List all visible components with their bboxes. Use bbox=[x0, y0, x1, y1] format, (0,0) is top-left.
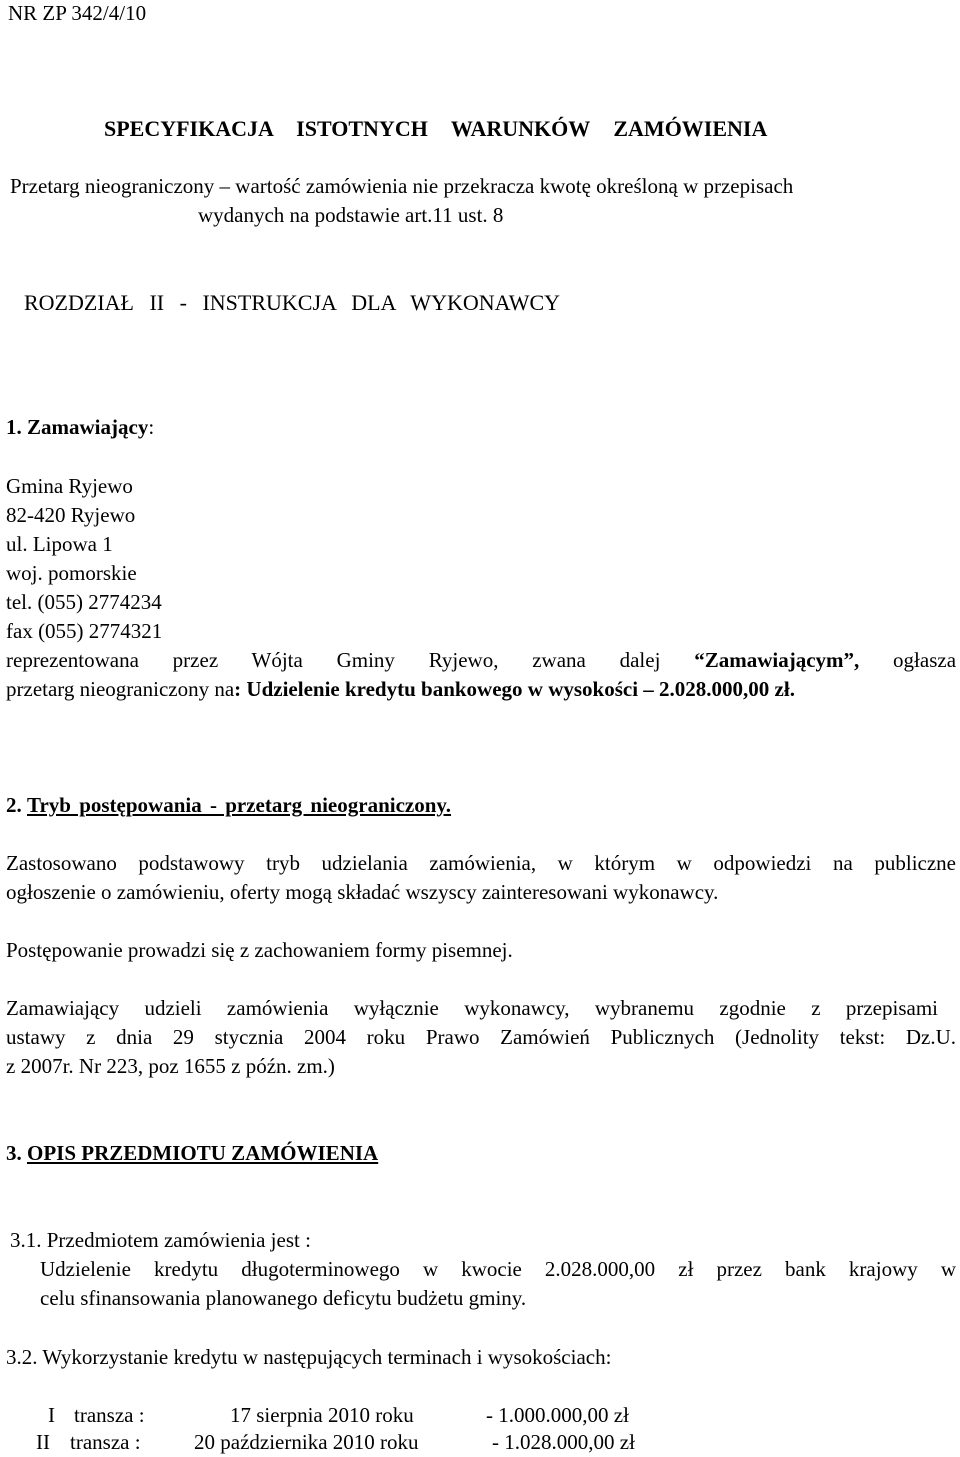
tranche-date: 17 sierpnia 2010 roku bbox=[230, 1403, 414, 1427]
subsection-3-1-line-1: Udzielenie kredytu długoterminowego w kwocie 2.028.000,00 zł przez bank krajowy w bbox=[40, 1257, 956, 1281]
procedure-para-3-line-2: ustawy z dnia 29 stycznia 2004 roku Prawo Zamówień Publicznych (Jednolity tekst: Dz.U. bbox=[6, 1025, 956, 1049]
tender-prefix: przetarg nieograniczony na bbox=[6, 677, 235, 701]
section-1-title: 1. Zamawiający bbox=[6, 415, 149, 439]
section-3-number: 3. bbox=[6, 1141, 22, 1165]
chapter-heading: ROZDZIAŁ II - INSTRUKCJA DLA WYKONAWCY bbox=[24, 290, 561, 315]
tranche-amount: - 1.000.000,00 zł bbox=[486, 1403, 629, 1427]
document-number: NR ZP 342/4/10 bbox=[8, 1, 147, 25]
procedure-para-3-line-1: Zamawiający udzieli zamówienia wyłącznie wykonawcy, wybranemu zgodnie z przepisami bbox=[6, 996, 938, 1020]
address-line-2: 82-420 Ryjewo bbox=[6, 503, 136, 527]
tender-subject: : Udzielenie kredytu bankowego w wysokości – 2.028.000,00 zł. bbox=[234, 677, 795, 701]
address-line-1: Gmina Ryjewo bbox=[6, 474, 133, 498]
procedure-para-1-line-2: ogłoszenie o zamówieniu, oferty mogą składać wszyscy zainteresowani wykonawcy. bbox=[6, 880, 719, 904]
tranche-amount: - 1.028.000,00 zł bbox=[492, 1430, 635, 1454]
tender-announcement bbox=[6, 675, 795, 704]
contracting-party-term: “Zamawiającym”, bbox=[694, 648, 860, 672]
tranche-number: I bbox=[48, 1403, 55, 1427]
address-line-5: tel. (055) 2774234 bbox=[6, 590, 162, 614]
representation-line bbox=[6, 646, 956, 675]
subtitle-line-2: wydanych na podstawie art.11 ust. 8 bbox=[198, 203, 504, 227]
address-line-4: woj. pomorskie bbox=[6, 561, 137, 585]
section-1-heading bbox=[6, 413, 154, 442]
section-3-title: OPIS PRZEDMIOTU ZAMÓWIENIA bbox=[27, 1141, 379, 1165]
representation-text: reprezentowana przez Wójta Gminy Ryjewo, zwana dalej bbox=[6, 648, 661, 672]
procedure-para-2: Postępowanie prowadzi się z zachowaniem formy pisemnej. bbox=[6, 938, 513, 962]
tranche-date: 20 października 2010 roku bbox=[194, 1430, 419, 1454]
subsection-3-1-label: 3.1. Przedmiotem zamówienia jest : bbox=[10, 1228, 311, 1252]
tranche-label: transza : bbox=[74, 1403, 145, 1427]
section-2-heading bbox=[6, 791, 451, 820]
subtitle-line-1: Przetarg nieograniczony – wartość zamówienia nie przekracza kwotę określoną w przepisach bbox=[10, 174, 794, 198]
section-3-heading bbox=[6, 1139, 378, 1168]
subsection-3-1-line-2: celu sfinansowania planowanego deficytu budżetu gminy. bbox=[40, 1286, 527, 1310]
document-title: SPECYFIKACJA ISTOTNYCH WARUNKÓW ZAMÓWIENIA bbox=[104, 116, 768, 141]
section-1-colon: : bbox=[148, 415, 155, 439]
subsection-3-2-label: 3.2. Wykorzystanie kredytu w następujących terminach i wysokościach: bbox=[6, 1345, 612, 1369]
address-line-3: ul. Lipowa 1 bbox=[6, 532, 113, 556]
section-2-number: 2. bbox=[6, 793, 22, 817]
section-2-title: Tryb postępowania - przetarg nieograniczony. bbox=[27, 793, 452, 817]
tranche-number: II bbox=[36, 1430, 50, 1454]
procedure-para-1-line-1: Zastosowano podstawowy tryb udzielania zamówienia, w którym w odpowiedzi na publiczne bbox=[6, 851, 956, 875]
tranche-label: transza : bbox=[70, 1430, 141, 1454]
address-line-6: fax (055) 2774321 bbox=[6, 619, 163, 643]
announces-text: ogłasza bbox=[893, 648, 957, 672]
procedure-para-3-line-3: z 2007r. Nr 223, poz 1655 z późn. zm.) bbox=[6, 1054, 335, 1078]
